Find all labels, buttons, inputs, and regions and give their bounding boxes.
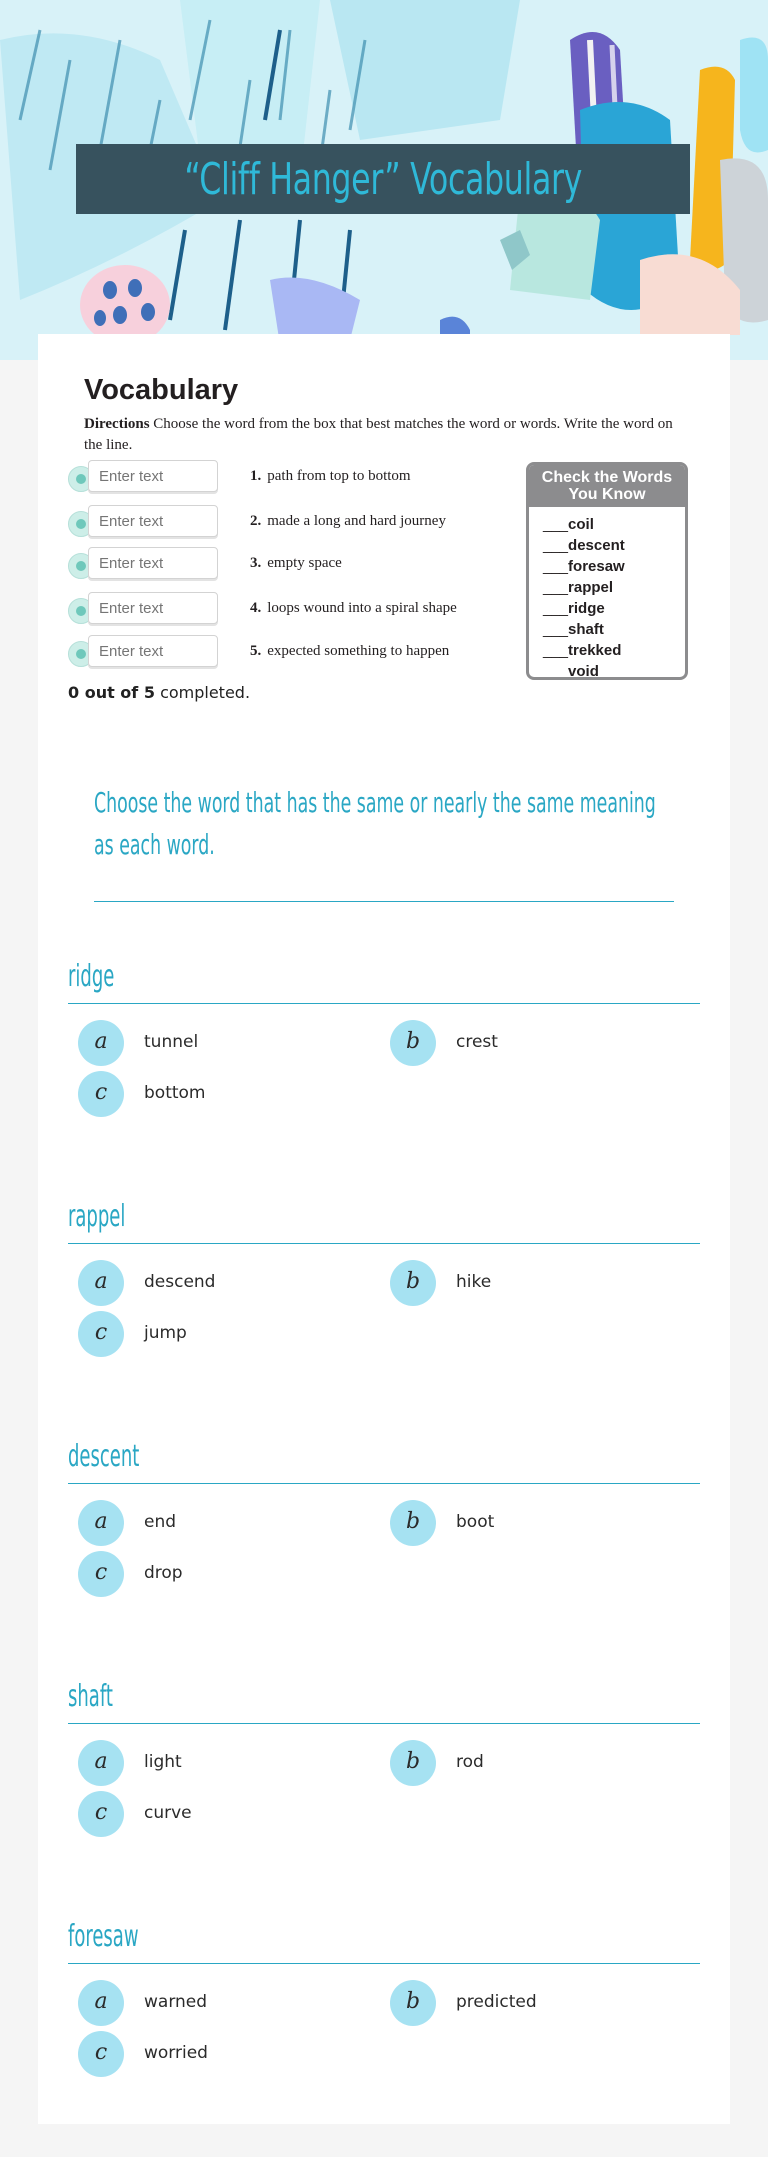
clue-4: 4. loops wound into a spiral shape xyxy=(250,600,457,616)
question-ridge xyxy=(68,950,700,1140)
question-word: foresaw xyxy=(68,1910,700,1964)
option-b[interactable] xyxy=(380,1260,680,1308)
option-letter: c xyxy=(78,1791,124,1837)
option-a[interactable] xyxy=(68,1500,368,1548)
content-card xyxy=(38,334,730,2124)
option-a[interactable] xyxy=(68,1980,368,2028)
option-c[interactable] xyxy=(68,2031,368,2079)
option-letter: a xyxy=(78,1260,124,1306)
option-letter: b xyxy=(390,1260,436,1306)
worksheet-row-1 xyxy=(68,460,528,494)
option-letter: a xyxy=(78,1500,124,1546)
option-letter: a xyxy=(78,1020,124,1066)
option-text: hike xyxy=(456,1272,492,1292)
word-box-item: ___ ridge xyxy=(543,598,685,619)
question-word: ridge xyxy=(68,950,700,1004)
option-text: jump xyxy=(144,1323,187,1343)
option-text: descend xyxy=(144,1272,216,1292)
page-title: “Cliff Hanger” Vocabulary xyxy=(184,153,582,205)
progress-status xyxy=(68,683,250,702)
answer-input-5[interactable] xyxy=(88,635,218,667)
worksheet-heading: Vocabulary xyxy=(84,374,239,406)
answer-input-2[interactable] xyxy=(88,505,218,537)
progress-suffix: completed. xyxy=(160,683,251,702)
word-box-item: ___ rappel xyxy=(543,577,685,598)
option-text: tunnel xyxy=(144,1032,199,1052)
option-b[interactable] xyxy=(380,1500,680,1548)
word-box-item: ___ shaft xyxy=(543,619,685,640)
word-box-item: ___ trekked xyxy=(543,640,685,661)
option-letter: c xyxy=(78,1071,124,1117)
word-box-item: ___ descent xyxy=(543,535,685,556)
question-rappel xyxy=(68,1190,700,1380)
worksheet-directions xyxy=(84,414,674,456)
word-box-heading: Check the Words You Know xyxy=(529,465,685,507)
clue-5: 5. expected something to happen xyxy=(250,643,450,659)
answer-input-4[interactable] xyxy=(88,592,218,624)
option-letter: c xyxy=(78,2031,124,2077)
page-title-bar xyxy=(76,144,690,214)
option-letter: b xyxy=(390,1500,436,1546)
directions-label: Directions xyxy=(84,416,150,432)
option-text: drop xyxy=(144,1563,183,1583)
option-text: rod xyxy=(456,1752,484,1772)
option-b[interactable] xyxy=(380,1020,680,1068)
worksheet-row-2 xyxy=(68,505,528,539)
option-letter: c xyxy=(78,1551,124,1597)
option-letter: a xyxy=(78,1740,124,1786)
word-box-item: ___ coil xyxy=(543,514,685,535)
option-text: crest xyxy=(456,1032,498,1052)
option-b[interactable] xyxy=(380,1740,680,1788)
option-letter: a xyxy=(78,1980,124,2026)
clue-1: 1. path from top to bottom xyxy=(250,468,411,484)
option-text: curve xyxy=(144,1803,192,1823)
option-c[interactable] xyxy=(68,1311,368,1359)
answer-input-3[interactable] xyxy=(88,547,218,579)
option-b[interactable] xyxy=(380,1980,680,2028)
word-box-item: ___ foresaw xyxy=(543,556,685,577)
header-banner xyxy=(0,0,768,360)
clue-2: 2. made a long and hard journey xyxy=(250,513,446,529)
option-letter: b xyxy=(390,1740,436,1786)
option-a[interactable] xyxy=(68,1260,368,1308)
option-letter: b xyxy=(390,1980,436,2026)
question-word: rappel xyxy=(68,1190,700,1244)
option-text: predicted xyxy=(456,1992,537,2012)
worksheet-row-5 xyxy=(68,635,528,669)
progress-score: 0 out of 5 xyxy=(68,683,155,702)
section-intro: Choose the word that has the same or nearly the same meaning as each word. xyxy=(94,782,674,902)
directions-text: Choose the word from the box that best matches the word or words. Write the word on the line. xyxy=(84,416,673,453)
option-c[interactable] xyxy=(68,1551,368,1599)
option-letter: b xyxy=(390,1020,436,1066)
option-text: boot xyxy=(456,1512,495,1532)
question-word: shaft xyxy=(68,1670,700,1724)
worksheet-row-3 xyxy=(68,547,528,581)
option-a[interactable] xyxy=(68,1020,368,1068)
option-letter: c xyxy=(78,1311,124,1357)
option-text: worried xyxy=(144,2043,208,2063)
option-a[interactable] xyxy=(68,1740,368,1788)
question-word: descent xyxy=(68,1430,700,1484)
worksheet-row-4 xyxy=(68,592,528,626)
answer-input-1[interactable] xyxy=(88,460,218,492)
option-text: bottom xyxy=(144,1083,206,1103)
word-box-item: ___ void xyxy=(543,661,685,680)
word-box xyxy=(526,462,688,680)
question-shaft xyxy=(68,1670,700,1860)
option-text: warned xyxy=(144,1992,208,2012)
clue-3: 3. empty space xyxy=(250,555,342,571)
option-c[interactable] xyxy=(68,1071,368,1119)
option-c[interactable] xyxy=(68,1791,368,1839)
question-foresaw xyxy=(68,1910,700,2100)
word-box-list xyxy=(529,507,685,680)
option-text: light xyxy=(144,1752,182,1772)
question-descent xyxy=(68,1430,700,1620)
option-text: end xyxy=(144,1512,177,1532)
